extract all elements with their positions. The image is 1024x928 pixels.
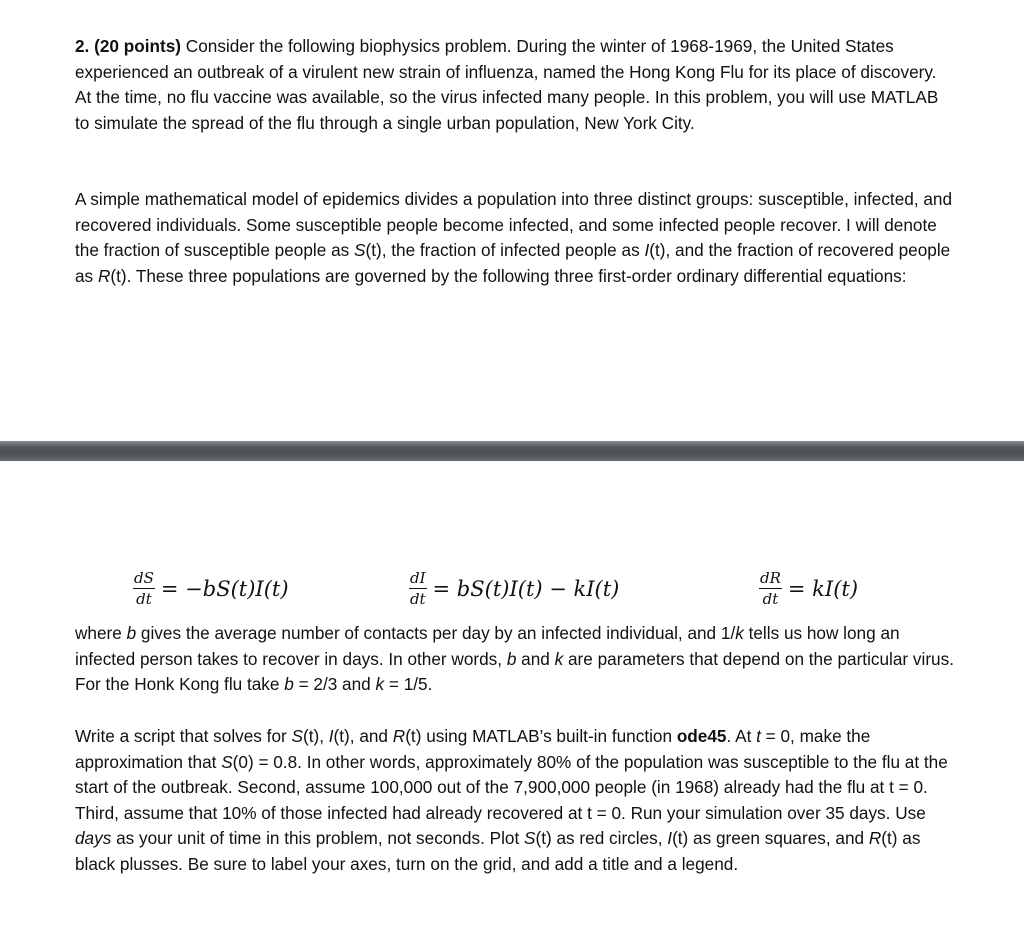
fraction-dS-dt [133,570,155,608]
text-segment: where [75,623,127,643]
var-b: b [126,623,137,643]
equation-dS-dt [133,561,289,617]
text-segment: = 1/5. [384,674,433,695]
text-segment: as your unit of time in this problem, not seconds. Plot [111,828,525,849]
equation-rhs: = −bS(t)I(t) [160,577,289,601]
text-segment: (t) as black plusses. Be sure to label your axes, turn on the grid, and add a title and a legend. [75,828,921,874]
text-segment: = 0, make the approximation that [75,726,871,772]
fraction-numerator: dI [410,568,426,587]
parameters-paragraph [75,621,955,698]
intro-text: Consider the following biophysics problem. During the winter of 1968-1969, the United States experienced an outbreak of a virulent new strain of influenza, named the Hong Kong Flu for its place of discovery. At the time, no flu vaccine was available, so the virus infected many people. In this problem, you will use MATLAB to simulate the spread of the flu through a single urban population, New York City. [75,36,939,133]
section-divider-bar [0,441,1024,461]
text-segment: A simple mathematical model of epidemics divides a population into three distinct groups: susceptible, infected, and recovered individuals. Some susceptible people become infected, and some infected people recover. I will denote the fraction of susceptible people as [75,189,953,261]
var-R: R [868,828,882,849]
var-I: I [644,240,650,261]
task-instructions-paragraph [75,724,955,878]
var-R: R [97,265,111,286]
emphasis-days: days [75,828,112,849]
text-segment: Write a script that solves for [75,726,292,746]
model-description-paragraph [75,187,955,289]
text-segment: . At [726,726,757,746]
function-name-ode45: ode45 [676,726,727,746]
var-k: k [735,623,744,643]
fraction-denominator: dt [136,590,152,609]
equation-rhs: = bS(t)I(t) − kI(t) [432,577,620,601]
text-segment: tells us how long an infected person takes to recover in days. In other words, [75,623,900,669]
text-segment: are parameters that depend on the particular virus. For the Honk Kong flu take [75,648,954,695]
var-S: S [221,751,233,772]
text-segment: (t), and [333,726,393,746]
text-segment: (t). These three populations are governed by the following three first-order ordinary differential equations: [110,265,907,286]
var-t: t [756,726,761,746]
text-segment: (0) = 0.8. In other words, approximately 80% of the population was susceptible to the flu at the start of the outbreak. Second, assume 100,000 out of the 7,900,000 people (in 1968) already had the flu at t = 0. Third, assume that 10% of those infected had already recovered at t = 0. Run your simulation over 35 days. Use [75,751,948,823]
equation-rhs: = kI(t) [787,577,859,601]
fraction-denominator: dt [409,590,426,609]
var-R: R [392,726,406,746]
var-b: b [506,648,517,669]
fraction-denominator: dt [762,590,779,609]
problem-points: (20 points) [94,36,182,56]
var-k: k [554,648,564,669]
problem-number: 2. [75,36,90,56]
text-segment: and [516,648,555,669]
problem-intro-paragraph [75,34,955,136]
equation-dR-dt [759,561,858,617]
text-segment: = 2/3 and [293,674,376,695]
var-b: b [284,674,294,695]
text-segment: (t), [302,726,329,746]
var-S: S [524,828,536,849]
var-I: I [328,726,334,746]
var-S: S [291,726,303,746]
text-segment: (t) as green squares, and [672,828,869,849]
text-segment: (t) using MATLAB’s built-in function [405,726,677,746]
var-I: I [667,828,673,849]
fraction-dR-dt [759,570,782,608]
text-segment: (t), the fraction of infected people as [365,240,645,261]
var-k: k [375,674,385,695]
fraction-numerator: dS [134,568,154,587]
fraction-numerator: dR [760,568,781,587]
text-segment: (t) as red circles, [535,828,668,849]
text-segment: gives the average number of contacts per day by an infected individual, and 1/ [136,623,736,643]
equation-dI-dt [409,561,619,617]
fraction-dI-dt [409,570,427,608]
var-S: S [354,240,366,261]
text-segment: (t), and the fraction of recovered people as [75,240,951,286]
